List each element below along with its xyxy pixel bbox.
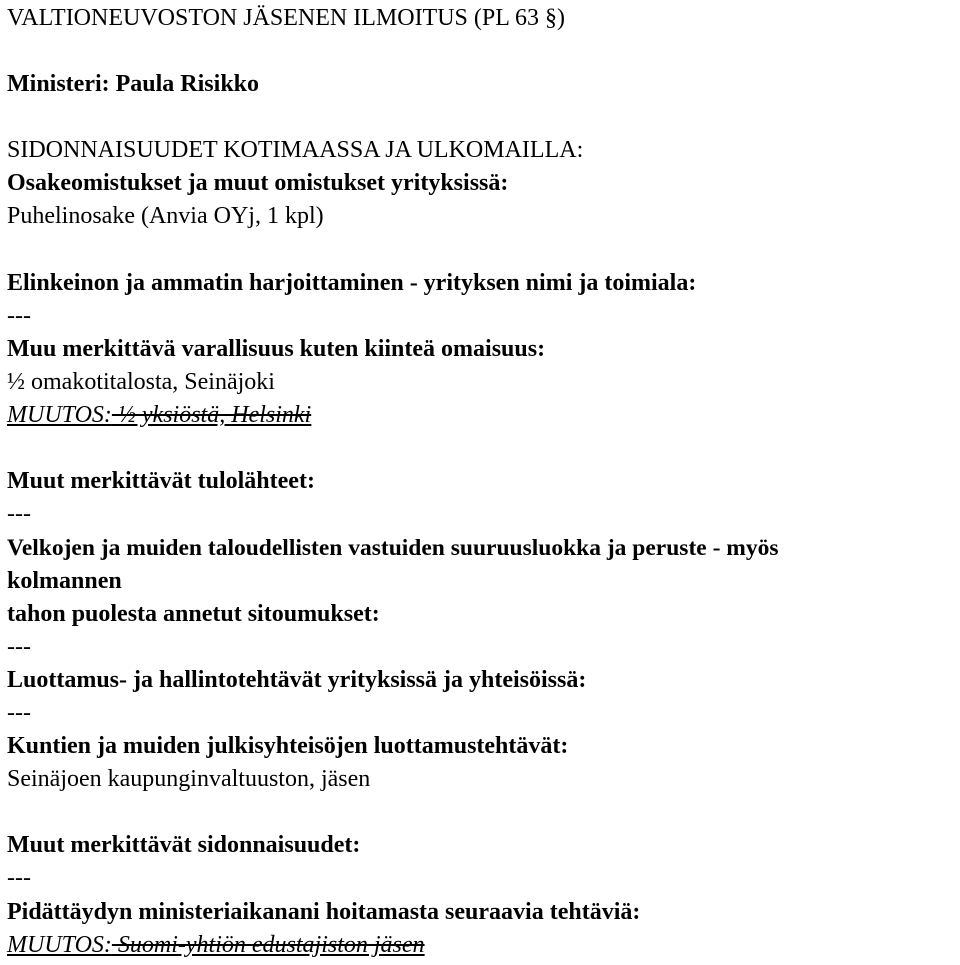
debts-value: --- bbox=[7, 634, 31, 660]
other-label: Muut merkittävät sidonnaisuudet: bbox=[7, 832, 361, 858]
debts-label-line2: kolmannen bbox=[7, 568, 122, 594]
document-title: VALTIONEUVOSTON JÄSENEN ILMOITUS (PL 63 §) bbox=[7, 5, 565, 31]
trust-label: Luottamus- ja hallintotehtävät yrityksissä ja yhteisöissä: bbox=[7, 667, 587, 693]
municipal-value: Seinäjoen kaupunginvaltuuston, jäsen bbox=[7, 766, 371, 792]
income-label: Muut merkittävät tulolähteet: bbox=[7, 468, 315, 494]
income-value: --- bbox=[7, 501, 31, 527]
section-heading: SIDONNAISUUDET KOTIMAASSA JA ULKOMAILLA: bbox=[7, 137, 584, 163]
assets-change-prefix: MUUTOS: bbox=[7, 402, 112, 428]
assets-label: Muu merkittävä varallisuus kuten kiinteä omaisuus: bbox=[7, 336, 546, 362]
minister-name: Ministeri: Paula Risikko bbox=[7, 71, 260, 97]
assets-change bbox=[7, 400, 311, 430]
assets-value: ½ omakotitalosta, Seinäjoki bbox=[7, 369, 275, 395]
abstain-label: Pidättäydyn ministeriaikanani hoitamasta seuraavia tehtäviä: bbox=[7, 899, 641, 925]
abstain-change bbox=[7, 930, 425, 960]
shareholdings-label: Osakeomistukset ja muut omistukset yrityksissä: bbox=[7, 170, 509, 196]
abstain-change-struck: Suomi-yhtiön edustajiston jäsen bbox=[111, 932, 425, 958]
abstain-change-prefix: MUUTOS: bbox=[7, 932, 112, 958]
business-value: --- bbox=[7, 303, 31, 329]
business-label: Elinkeinon ja ammatin harjoittaminen - yrityksen nimi ja toimiala: bbox=[7, 270, 697, 296]
debts-label-line1: Velkojen ja muiden taloudellisten vastuiden suuruusluokka ja peruste - myös bbox=[7, 535, 779, 561]
assets-change-struck: ½ yksiöstä, Helsinki bbox=[111, 402, 312, 428]
trust-value: --- bbox=[7, 700, 31, 726]
municipal-label: Kuntien ja muiden julkisyhteisöjen luottamustehtävät: bbox=[7, 733, 569, 759]
shareholdings-value: Puhelinosake (Anvia OYj, 1 kpl) bbox=[7, 203, 324, 229]
other-value: --- bbox=[7, 865, 31, 891]
debts-label-line3: tahon puolesta annetut sitoumukset: bbox=[7, 601, 380, 627]
